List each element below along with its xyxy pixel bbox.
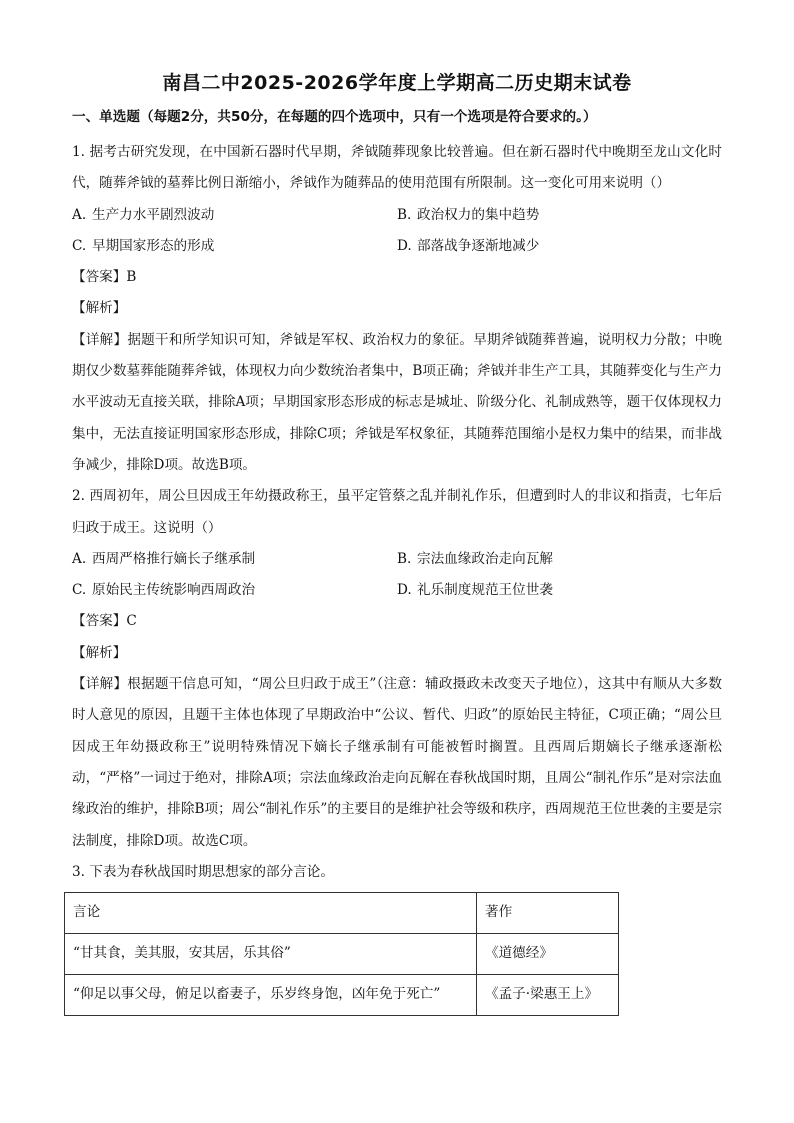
option-text: 生产力水平剧烈波动 xyxy=(92,206,215,223)
page-title: 南昌二中2025-2026学年度上学期高二历史期末试卷 xyxy=(162,72,632,94)
option-text: 政治权力的集中趋势 xyxy=(417,206,540,223)
option-letter: B. xyxy=(397,206,412,223)
question-1-answer: 【答案】B xyxy=(72,269,137,286)
question-1-option-a[interactable] xyxy=(72,200,397,231)
question-2-options xyxy=(72,544,722,607)
question-2-answer: 【答案】C xyxy=(72,613,137,630)
table-cell: “仰足以事父母，俯足以畜妻子，乐岁终身饱，凶年免于死亡” xyxy=(65,975,477,1016)
question-2-stem: 2. 西周初年，周公旦因成王年幼摄政称王，虽平定管蔡之乱并制礼作乐，但遭到时人的非议和指责，七年后归政于成王。这说明（） xyxy=(72,488,722,536)
question-1-analysis-label: 【解析】 xyxy=(72,300,127,317)
option-text: 西周严格推行嫡长子继承制 xyxy=(92,550,256,567)
question-2-option-a[interactable] xyxy=(72,544,397,575)
option-text: 宗法血缘政治走向瓦解 xyxy=(417,550,553,567)
question-1-stem: 1. 据考古研究发现，在中国新石器时代早期，斧钺随葬现象比较普遍。但在新石器时代中晚期至龙山文化时代，随葬斧钺的墓葬比例日渐缩小，斧钺作为随葬品的使用范围有所限制。这一变化可用来说明（） xyxy=(72,144,722,192)
option-text: 礼乐制度规范王位世袭 xyxy=(417,582,553,599)
table-cell: “甘其食，美其服，安其居，乐其俗” xyxy=(65,934,477,975)
question-2-option-c[interactable] xyxy=(72,575,397,606)
question-1-option-b[interactable] xyxy=(397,200,722,231)
table-header-row xyxy=(65,893,619,934)
table-cell: 《道德经》 xyxy=(477,934,619,975)
table-row xyxy=(65,934,619,975)
option-letter: D. xyxy=(397,582,412,599)
question-3-stem: 3. 下表为春秋战国时期思想家的部分言论。 xyxy=(72,863,334,880)
option-text: 早期国家形态的形成 xyxy=(92,237,215,254)
option-letter: A. xyxy=(72,206,87,223)
question-1-detail: 【详解】据题干和所学知识可知，斧钺是军权、政治权力的象征。早期斧钺随葬普遍，说明权力分散；中晚期仅少数墓葬能随葬斧钺，体现权力向少数统治者集中，B项正确；斧钺并非生产工具，其随葬变化与生产力水平波动无直接关联，排除A项；早期国家形态形成的标志是城址、阶级分化、礼制成熟等，题干仅体现权力集中，无法直接证明国家形态形成，排除C项；斧钺是军权象征，其随葬范围缩小是权力集中的结果，而非战争减少，排除D项。故选B项。 xyxy=(72,331,722,473)
option-text: 原始民主传统影响西周政治 xyxy=(92,582,256,599)
table-header-cell: 言论 xyxy=(65,893,477,934)
option-text: 部落战争逐渐地减少 xyxy=(417,237,540,254)
option-letter: C. xyxy=(72,237,87,254)
option-letter: B. xyxy=(397,550,412,567)
table-row xyxy=(65,975,619,1016)
question-1-option-d[interactable] xyxy=(397,231,722,262)
option-letter: A. xyxy=(72,550,87,567)
question-body xyxy=(72,137,722,1016)
table-cell: 《孟子·梁惠王上》 xyxy=(477,975,619,1016)
question-1-options xyxy=(72,200,722,263)
section-heading: 一、单选题（每题2分，共50分，在每题的四个选项中，只有一个选项是符合要求的。） xyxy=(72,109,597,125)
question-2-option-d[interactable] xyxy=(397,575,722,606)
question-1-option-c[interactable] xyxy=(72,231,397,262)
question-2-analysis-label: 【解析】 xyxy=(72,644,127,661)
table-header-cell: 著作 xyxy=(477,893,619,934)
option-letter: C. xyxy=(72,582,87,599)
question-2-detail: 【详解】根据题干信息可知，“周公旦归政于成王”（注意：辅政摄政未改变天子地位），这其中有顺从大多数时人意见的原因，且题干主体也体现了早期政治中“公议、暂代、归政”的原始民主特征，C项正确；“周公旦因成王年幼摄政称王”说明特殊情况下嫡长子继承制有可能被暂时搁置。且西周后期嫡长子继承逐渐松动，“严格”一词过于绝对，排除A项；宗法血缘政治走向瓦解在春秋战国时期，且周公“制礼作乐”是对宗法血缘政治的维护，排除B项；周公“制礼作乐”的主要目的是维护社会等级和秩序，西周规范王位世袭的主要是宗法制度，排除D项。故选C项。 xyxy=(72,676,722,849)
quotes-table xyxy=(64,892,619,1016)
question-2-option-b[interactable] xyxy=(397,544,722,575)
option-letter: D. xyxy=(397,237,412,254)
